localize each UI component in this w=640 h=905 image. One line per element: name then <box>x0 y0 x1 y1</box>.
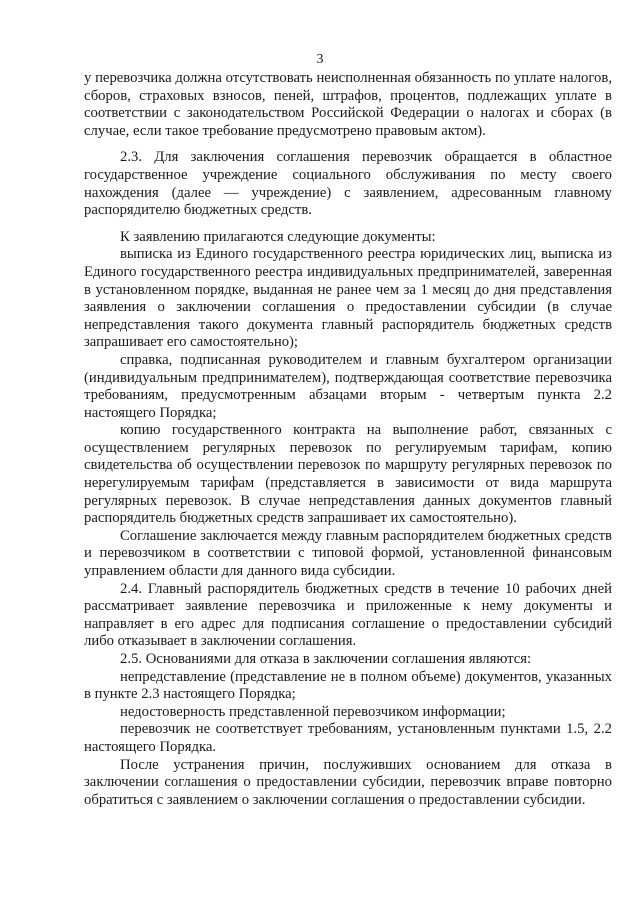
paragraph-certificate: справка, подписанная руководителем и главным бухгалтером организации (индивидуальным предпринимателем), подтверждающая соответствие перевозчика требованиям, предусмотренным абзацами вторым - четвертым пункта 2.2 настоящего Порядка; <box>84 351 612 421</box>
paragraph-refusal-reason-1: непредставление (представление не в полном объеме) документов, указанных в пункте 2.3 настоящего Порядка; <box>84 668 612 703</box>
page-number: 3 <box>316 52 324 67</box>
paragraph-tax-obligation: у перевозчика должна отсутствовать неисполненная обязанность по уплате налогов, сборов, страховых взносов, пеней, штрафов, процентов, подлежащих уплате в соответствии с законодательством Российской Федерации о налогах и сборах (в случае, если такое требование предусмотрено правовым актом). <box>84 70 612 139</box>
paragraph-2-5: 2.5. Основаниями для отказа в заключении соглашения являются: <box>120 651 532 667</box>
paragraph-refusal-reason-2: недостоверность представленной перевозчиком информации; <box>120 703 506 720</box>
paragraph-agreement-form: Соглашение заключается между главным распорядителем бюджетных средств и перевозчиком в соответствии с типовой формой, установленной финансовым управлением области для данного вида субсидии. <box>84 527 612 580</box>
document-body <box>84 70 612 809</box>
paragraph-documents-intro: К заявлению прилагаются следующие документы: <box>120 228 436 245</box>
paragraph-registry-extract: выписка из Единого государственного реестра юридических лиц, выписка из Единого государственного реестра индивидуальных предпринимателей, заверенная в установленном порядке, выданная не ранее чем за 1 месяц до дня представления заявления о заключении соглашения о предоставлении субсидии (в случае непредставления такого документа главный распорядитель бюджетных средств запрашивает его самостоятельно); <box>84 246 612 351</box>
paragraph-reapply: После устранения причин, послуживших основанием для отказа в заключении соглашения о предоставлении субсидии, перевозчик вправе повторно обратиться с заявлением о заключении соглашения о предоставлении субсидии. <box>84 756 612 808</box>
paragraph-refusal-reason-3: перевозчик не соответствует требованиям, установленным пунктами 1.5, 2.2 настоящего Порядка. <box>84 721 612 755</box>
paragraph-2-3: 2.3. Для заключения соглашения перевозчик обращается в областное государственное учреждение социального обслуживания по месту своего нахождения (далее — учреждение) с заявлением, адресованным главному распорядителю бюджетных средств. <box>84 149 612 219</box>
paragraph-2-4: 2.4. Главный распорядитель бюджетных средств в течение 10 рабочих дней рассматривает заявление перевозчика и приложенные к нему документы и направляет в его адрес для подписания соглашение о предоставлении субсидий либо отказывает в заключении соглашения. <box>84 580 612 650</box>
paragraph-contract-copy: копию государственного контракта на выполнение работ, связанных с осуществлением регулярных перевозок по регулируемым тарифам, копию свидетельства об осуществлении перевозок по маршруту регулярных перевозок по нерегулируемым тарифам (представляется в зависимости от вида маршрута регулярных перевозок. В случае непредставления данных документов главный распорядитель бюджетных средств запрашивает их самостоятельно). <box>84 422 612 527</box>
